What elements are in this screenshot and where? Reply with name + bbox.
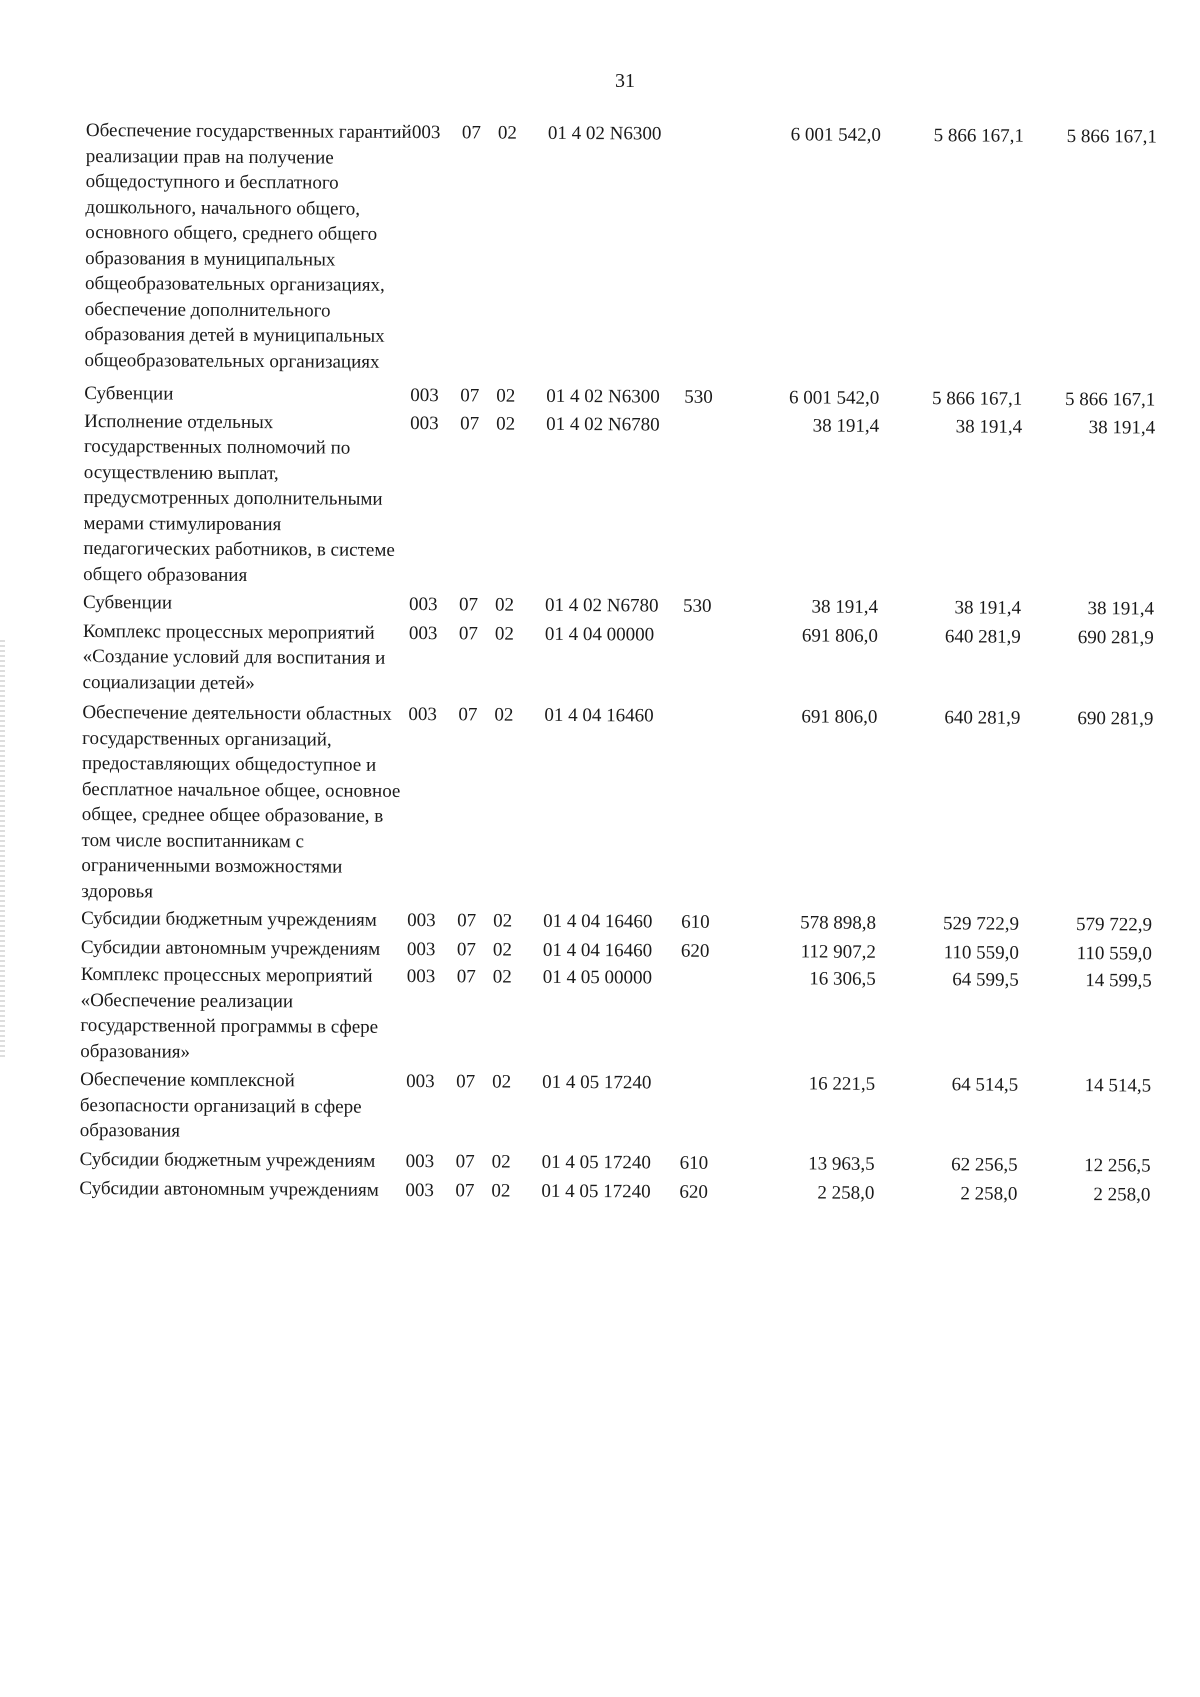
row-name: Субсидии бюджетным учреждениям <box>81 907 377 931</box>
amount-year-3: 690 281,9 <box>1077 708 1154 730</box>
section-code: 07 <box>457 910 477 932</box>
amount-year-3: 5 866 167,1 <box>1066 125 1157 148</box>
amount-year-1: 578 898,8 <box>800 912 877 934</box>
section-code: 07 <box>461 122 481 144</box>
target-article-code: 01 4 04 16460 <box>542 939 653 961</box>
section-code: 07 <box>455 1150 475 1172</box>
section-code: 07 <box>458 622 478 644</box>
table-row <box>81 700 1167 911</box>
row-name: Субсидии автономным учреждениям <box>79 1177 379 1201</box>
table-row <box>82 618 1167 701</box>
admin-code: 003 <box>406 938 436 960</box>
amount-year-1: 2 258,0 <box>817 1182 875 1204</box>
expense-type-code: 620 <box>680 940 710 962</box>
amount-year-3: 110 559,0 <box>1076 942 1152 965</box>
table-row <box>84 381 1169 413</box>
target-article-code: 01 4 05 00000 <box>542 966 653 989</box>
subsection-code: 02 <box>496 385 516 407</box>
table-row <box>83 408 1169 593</box>
target-article-code: 01 4 04 00000 <box>544 623 655 645</box>
subsection-code: 02 <box>492 1071 512 1093</box>
admin-code: 003 <box>406 1070 435 1093</box>
amount-year-1: 38 191,4 <box>811 596 879 618</box>
section-code: 07 <box>456 1071 476 1093</box>
amount-year-3: 12 256,5 <box>1084 1154 1151 1177</box>
table-row <box>80 962 1166 1071</box>
amount-year-1: 6 001 542,0 <box>788 387 880 409</box>
row-name: Исполнение отдельных государственных полномочий по осуществлению выплат, предусмотренных дополнительными мерами стимулирования педагогических работников, в системе общего образования <box>83 410 395 586</box>
target-article-code: 01 4 05 17240 <box>541 1180 651 1203</box>
target-article-code: 01 4 05 17240 <box>542 1071 652 1094</box>
section-code: 07 <box>460 412 480 434</box>
amount-year-3: 2 258,0 <box>1093 1184 1151 1206</box>
amount-year-2: 5 866 167,1 <box>931 388 1023 410</box>
expense-type-code: 610 <box>681 911 710 933</box>
subsection-code: 02 <box>491 1150 511 1173</box>
admin-code: 003 <box>407 909 436 932</box>
target-article-code: 01 4 02 N6780 <box>544 594 659 617</box>
subsection-code: 02 <box>497 122 517 144</box>
amount-year-2: 640 281,9 <box>944 707 1021 729</box>
amount-year-3: 14 599,5 <box>1085 970 1152 992</box>
row-name: Обеспечение государственных гарантий реализации прав на получение общедоступного и бесплатного дошкольного, начального общего, основного общего, среднего общего образования в муниципальных общеобразовательных организациях, обеспечение дополнительного образования детей в муниципальных общеобразовательных организациях <box>84 119 412 373</box>
target-article-code: 01 4 05 17240 <box>541 1151 651 1173</box>
expense-type-code: 530 <box>684 386 713 408</box>
table-row <box>84 118 1171 380</box>
amount-year-1: 112 907,2 <box>800 940 876 963</box>
subsection-code: 02 <box>494 594 515 616</box>
table-row <box>83 590 1168 622</box>
admin-code: 003 <box>408 593 438 616</box>
amount-year-3: 5 866 167,1 <box>1064 388 1156 411</box>
subsection-code: 02 <box>494 623 514 645</box>
row-name: Субсидии автономным учреждениям <box>80 936 381 960</box>
target-article-code: 01 4 02 N6300 <box>547 122 662 145</box>
scan-edge-artifact <box>0 640 5 1060</box>
expense-type-code: 610 <box>679 1152 709 1174</box>
target-article-code: 01 4 02 N6300 <box>546 385 660 408</box>
row-name: Комплекс процессных мероприятий «Создание условий для воспитания и социализации детей» <box>82 620 386 694</box>
amount-year-2: 2 258,0 <box>960 1183 1018 1205</box>
section-code: 07 <box>456 938 476 960</box>
amount-year-3: 38 191,4 <box>1088 416 1156 439</box>
amount-year-2: 62 256,5 <box>951 1153 1018 1176</box>
subsection-code: 02 <box>493 910 513 932</box>
admin-code: 003 <box>411 121 441 144</box>
admin-code: 003 <box>406 965 436 988</box>
amount-year-2: 38 191,4 <box>955 415 1023 438</box>
section-code: 07 <box>460 385 480 407</box>
amount-year-2: 110 559,0 <box>943 941 1019 964</box>
amount-year-3: 690 281,9 <box>1077 626 1154 649</box>
amount-year-2: 38 191,4 <box>954 597 1022 619</box>
section-code: 07 <box>458 594 479 616</box>
page-number: 31 <box>615 70 635 92</box>
section-code: 07 <box>458 704 478 726</box>
expense-type-code: 530 <box>682 595 712 617</box>
target-article-code: 01 4 02 N6780 <box>546 413 660 436</box>
amount-year-2: 640 281,9 <box>944 625 1021 648</box>
amount-year-2: 64 599,5 <box>952 969 1019 991</box>
target-article-code: 01 4 04 16460 <box>543 910 653 933</box>
admin-code: 003 <box>405 1179 435 1202</box>
expense-type-code: 620 <box>679 1181 709 1203</box>
admin-code: 003 <box>410 412 439 434</box>
subsection-code: 02 <box>492 966 512 988</box>
admin-code: 003 <box>405 1150 435 1172</box>
row-name: Обеспечение деятельности областных государственных организаций, предоставляющих общедоступное и бесплатное начальное общее, основное общее, среднее общее образование, в том числе воспитанникам с ограниченными возможностями здоровья <box>81 701 401 902</box>
amount-year-1: 691 806,0 <box>801 624 878 647</box>
subsection-code: 02 <box>492 939 512 961</box>
admin-code: 003 <box>408 703 437 726</box>
amount-year-3: 38 191,4 <box>1087 598 1155 620</box>
amount-year-2: 5 866 167,1 <box>933 125 1024 147</box>
row-name: Субвенции <box>84 382 174 405</box>
amount-year-2: 529 722,9 <box>943 913 1020 935</box>
target-article-code: 01 4 04 16460 <box>544 704 654 727</box>
table-row <box>81 934 1166 966</box>
section-code: 07 <box>456 966 476 988</box>
table-row <box>80 1067 1165 1150</box>
budget-table <box>79 118 1171 1208</box>
table-row <box>79 1176 1164 1208</box>
amount-year-1: 691 806,0 <box>801 706 878 728</box>
table-row <box>81 906 1166 938</box>
section-code: 07 <box>455 1180 475 1202</box>
table-row <box>80 1146 1165 1178</box>
amount-year-2: 64 514,5 <box>951 1074 1019 1096</box>
row-name: Обеспечение комплексной безопасности организаций в сфере образования <box>79 1068 362 1142</box>
amount-year-1: 38 191,4 <box>812 414 880 437</box>
admin-code: 003 <box>408 622 438 644</box>
amount-year-3: 579 722,9 <box>1076 914 1153 936</box>
amount-year-1: 16 306,5 <box>809 968 876 990</box>
amount-year-3: 14 514,5 <box>1084 1075 1152 1097</box>
subsection-code: 02 <box>496 413 516 435</box>
row-name: Комплекс процессных мероприятий «Обеспечение реализации государственной программы в сфере образования» <box>80 963 379 1063</box>
subsection-code: 02 <box>491 1180 511 1202</box>
row-name: Субвенции <box>82 591 173 614</box>
row-name: Субсидии бюджетным учреждениям <box>79 1148 376 1172</box>
amount-year-1: 16 221,5 <box>808 1073 876 1095</box>
subsection-code: 02 <box>494 704 514 726</box>
amount-year-1: 6 001 542,0 <box>790 124 881 146</box>
amount-year-1: 13 963,5 <box>808 1152 875 1175</box>
admin-code: 003 <box>410 384 439 407</box>
